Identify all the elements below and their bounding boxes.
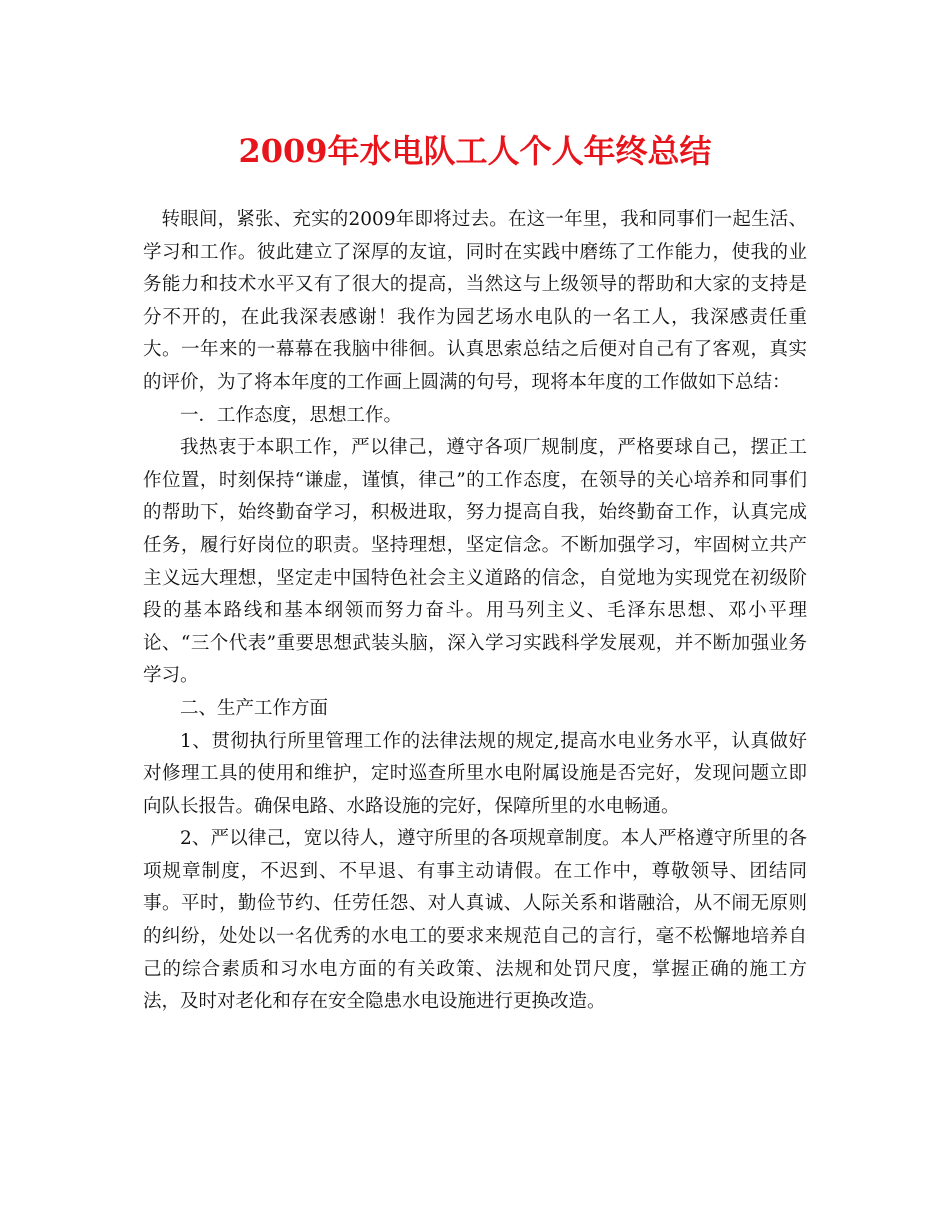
document-title: 2009年水电队工人个人年终总结 xyxy=(238,132,712,170)
work-attitude-paragraph: 我热衷于本职工作，严以律己，遵守各项厂规制度，严格要球自己，摆正工作位置，时刻保持“谦虚，谨慎，律己”的工作态度，在领导的关心培养和同事们的帮助下，始终勤奋学习，积极进取，努力提高自我，始终勤奋工作，认真完成任务，履行好岗位的职责。坚持理想，坚定信念。不断加强学习，牢固树立共产主义远大理想，坚定走中国特色社会主义道路的信念，自觉地为实现党在初级阶段的基本路线和基本纲领而努力奋斗。用马列主义、毛泽东思想、邓小平理论、“三个代表”重要思想武装头脑，深入学习实践科学发展观，并不断加强业务学习。 xyxy=(143,437,807,687)
document-page xyxy=(143,128,807,1019)
production-item-1-paragraph: 1、贯彻执行所里管理工作的法律法规的规定,提高水电业务水平，认真做好对修理工具的使用和维护，定时巡查所里水电附属设施是否完好，发现问题立即向队长报告。确保电路、水路设施的完好，保障所里的水电畅通。 xyxy=(143,730,807,817)
production-item-2-paragraph: 2、严以律己，宽以待人，遵守所里的各项规章制度。本人严格遵守所里的各项规章制度，不迟到、不早退、有事主动请假。在工作中，尊敬领导、团结同事。平时，勤俭节约、任劳任怨、对人真诚、人际关系和谐融洽，从不闹无原则的纠纷，处处以一名优秀的水电工的要求来规范自己的言行，毫不松懈地培养自己的综合素质和习水电方面的有关政策、法规和处罚尺度，掌握正确的施工方法，及时对老化和存在安全隐患水电设施进行更换改造。 xyxy=(143,828,807,1013)
intro-paragraph: 转眼间，紧张、充实的2009年即将过去。在这一年里，我和同事们一起生活、学习和工作。彼此建立了深厚的友谊，同时在实践中磨练了工作能力，使我的业务能力和技术水平又有了很大的提高，当然这与上级领导的帮助和大家的支持是分不开的，在此我深表感谢！我作为园艺场水电队的一名工人，我深感责任重大。一年来的一幕幕在我脑中徘徊。认真思索总结之后便对自己有了客观，真实的评价，为了将本年度的工作画上圆满的句号，现将本年度的工作做如下总结： xyxy=(143,209,807,393)
section-heading-work-attitude: 一．工作态度，思想工作。 xyxy=(180,404,403,426)
section-heading-production-work: 二、生产工作方面 xyxy=(180,697,329,719)
